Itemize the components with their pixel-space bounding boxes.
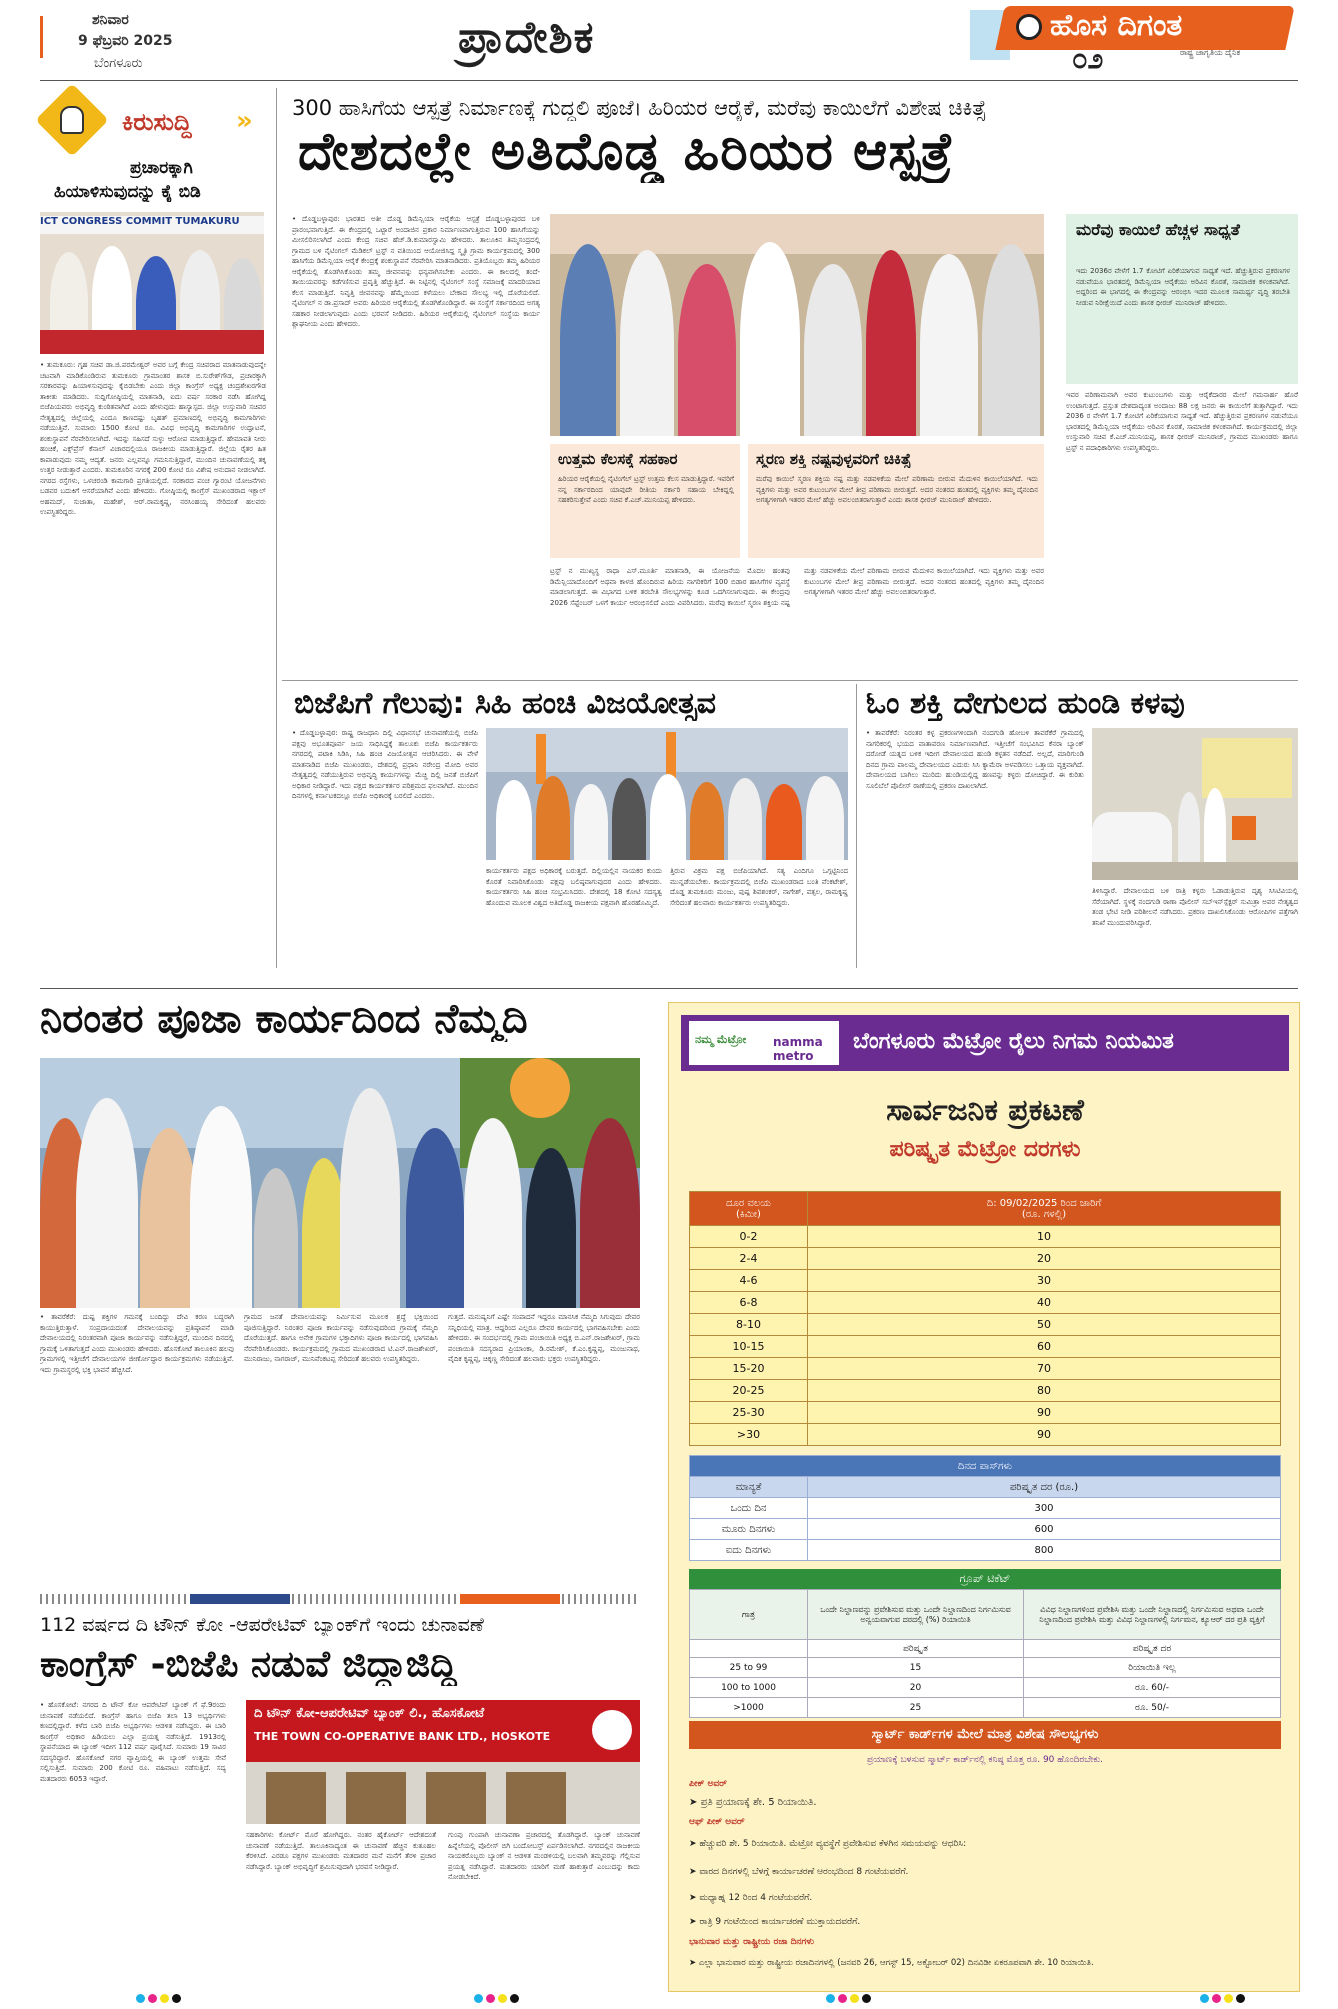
bank-headline: ಕಾಂಗ್ರೆಸ್ -ಬಿಜೆಪಿ ನಡುವೆ ಜಿದ್ದಾಜಿದ್ದಿ	[40, 1644, 457, 1685]
pooja-body-2: ಗ್ರಾಮದ ಜನತೆ ದೇವಾಲಯವನ್ನು ನಿರ್ಮಿಸುವ ಮೂಲಕ ಶ್ರದ್ಧೆ ಭಕ್ತಿಯಿಂದ ಪೂಜಿಸುತ್ತಿದ್ದಾರೆ. ನಿರಂತರ ಪೂಜಾ ಕಾರ್ಯವನ್ನು ನಡೆಸುವುದರಿಂದ ಗ್ರಾಮಕ್ಕೆ ನೆಮ್ಮದಿ ದೊರೆಯುತ್ತದೆ. ಹಾಗೂ ಅನೇಕ ಗ್ರಾಮಗಳ ಭಕ್ತಾದಿಗಳು ಪೂಜಾ ಕಾರ್ಯದಲ್ಲಿ ಭಾಗವಹಿಸಿ ನೆರವೇರಿಸಿಕೊಂಡರು. ಕಾರ್ಯಕ್ರಮದಲ್ಲಿ ಗ್ರಾಮದ ಮುಖಂಡರಾದ ಟಿ.ಎನ್.ರಾಜಶೇಖರ್, ಮುನಿರಾಜು, ನಾಗರಾಜ್, ಮುನಿವೆಂಕಟಪ್ಪ ಸೇರಿದಂತೆ ಹಲವರು ಉಪಸ್ಥಿತರಿದ್ದರು.	[244, 1313, 438, 1363]
fare-distance: 10-15	[690, 1336, 808, 1358]
pass-fare: 300	[808, 1498, 1281, 1519]
group-rate: ರೂ. 60/-	[1024, 1678, 1281, 1698]
column-divider	[276, 88, 277, 968]
bjp-body-1: • ದೊಡ್ಡಬಳ್ಳಾಪುರ: ರಾಷ್ಟ್ರ ರಾಜಧಾನಿ ದಿಲ್ಲಿ ವಿಧಾನಸಭೆ ಚುನಾವಣೆಯಲ್ಲಿ ಬಿಜೆಪಿ ಪಕ್ಷವು ಅಭೂತಪೂರ್ವ ಜಯ ಸಾಧಿಸಿದ್ದಕ್ಕೆ ತಾಲೂಕು ಬಿಜೆಪಿ ಕಾರ್ಯಕರ್ತರು ನಗರದಲ್ಲಿ ಪಟಾಕಿ ಸಿಡಿಸಿ, ಸಿಹಿ ಹಂಚಿ ವಿಜಯೋತ್ಸವ ಆಚರಿಸಿದರು. ಈ ವೇಳೆ ಮಾತನಾಡಿದ ಬಿಜೆಪಿ ಮುಖಂಡರು, ದೇಶದಲ್ಲಿ ಪ್ರಧಾನಿ ನರೇಂದ್ರ ಮೋದಿ ಅವರ ನೇತೃತ್ವದಲ್ಲಿ ನಡೆಯುತ್ತಿರುವ ಅಭಿವೃದ್ಧಿ ಕಾರ್ಯಗಳನ್ನು ಮೆಚ್ಚಿ ದಿಲ್ಲಿ ಜನತೆ ಬಿಜೆಪಿಗೆ ಅಧಿಕಾರ ನೀಡಿದ್ದಾರೆ. ಇದು ಪಕ್ಷದ ಕಾರ್ಯಕರ್ತರ ಪರಿಶ್ರಮದ ಫಲವಾಗಿದೆ. ಮುಂದಿನ ದಿನಗಳಲ್ಲಿ ಕರ್ನಾಟಕದಲ್ಲೂ ಬಿಜೆಪಿ ಅಧಿಕಾರಕ್ಕೆ ಬರಲಿದೆ ಎಂದರು.	[292, 729, 478, 800]
fare-col2-a: ದಿ: 09/02/2025 ರಿಂದ ಜಾರಿಗೆ	[986, 1197, 1102, 1209]
fare-distance: 2-4	[690, 1248, 808, 1270]
chevron-right-icon: ➤	[689, 1893, 700, 1903]
fare-distance: 25-30	[690, 1402, 808, 1424]
pooja-body-3: ಗುತ್ತದೆ. ಮನುಷ್ಯನಿಗೆ ಎಷ್ಟೇ ಸಂಪಾದನೆ ಇದ್ದರೂ ಮಾನಸಿಕ ನೆಮ್ಮದಿ ಸಿಗುವುದು ದೇವರ ಸನ್ನಿಧಿಯಲ್ಲಿ ಮಾತ್ರ. ಆದ್ದರಿಂದ ಎಲ್ಲರೂ ದೇವರ ಕಾರ್ಯದಲ್ಲಿ ಭಾಗವಹಿಸಬೇಕು ಎಂದು ಹೇಳಿದರು. ಈ ಸಂದರ್ಭದಲ್ಲಿ ಗ್ರಾಮ ಪಂಚಾಯಿತಿ ಅಧ್ಯಕ್ಷ ಬಿ.ಎನ್.ರಾಜಶೇಖರ್, ಗ್ರಾಮ ಪಂಚಾಯಿತಿ ಸದಸ್ಯರಾದ ಪ್ರಿಯಾಂಕಾ, ಡಿ.ರಮೇಶ್, ಕೆ.ಎಂ.ಕೃಷ್ಣಪ್ಪ, ಮಂಜುನಾಥ, ವೈದಿಕ ಕೃಷ್ಣಪ್ಪ, ಚಿಕ್ಕಣ್ಣ ಸೇರಿದಂತೆ ಹಲವಾರು ಭಕ್ತರು ಉಪಸ್ಥಿತರಿದ್ದರು.	[448, 1313, 640, 1363]
pass-row	[690, 1498, 1281, 1519]
edition-city: ಬೆಂಗಳೂರು	[94, 56, 143, 71]
fare-distance: 15-20	[690, 1358, 808, 1380]
group-col2: ಒಂದೇ ನಿಲ್ದಾಣವನ್ನು ಪ್ರವೇಶಿಸುವ ಮತ್ತು ಒಂದೇ ನಿಲ್ದಾಣದಿಂದ ನಿರ್ಗಮಿಸುವ ಅನ್ವಯವಾಗುವ ದರದಲ್ಲಿ (%) ರಿಯಾಯಿತಿ	[808, 1590, 1024, 1640]
fare-amount: 20	[808, 1248, 1281, 1270]
group-discount: 15	[808, 1658, 1024, 1678]
bank-sign-kn: ದಿ ಟೌನ್ ಕೋ-ಆಪರೇಟಿವ್ ಬ್ಯಾಂಕ್ ಲಿ., ಹೊಸಕೋಟೆ	[254, 1706, 485, 1721]
hundi-body-2: ತಿಳಿಸಿದ್ದಾರೆ. ದೇವಾಲಯದ ಬಳಿ ರಾತ್ರಿ ಕಳ್ಳರು ಓಡಾಡುತ್ತಿರುವ ದೃಶ್ಯ ಸಿಸಿಟಿವಿಯಲ್ಲಿ ಸೆರೆಯಾಗಿದೆ. ಸ್ಥಳಕ್ಕೆ ನಂದಗುಡಿ ಠಾಣಾ ಪೊಲೀಸ್ ಸಬ್‌ಇನ್‌ಸ್ಪೆಕ್ಟರ್ ಸುಮಿತ್ರಾ ಅವರ ನೇತೃತ್ವದ ತಂಡ ಭೇಟಿ ನೀಡಿ ಪರಿಶೀಲನೆ ನಡೆಸಿದರು. ಪ್ರಕರಣ ದಾಖಲಿಸಿಕೊಂಡು ಆರೋಪಿಗಳ ಪತ್ತೆಗಾಗಿ ತನಿಖೆ ಮುಂದುವರಿಸಿದ್ದಾರೆ.	[1092, 887, 1298, 927]
kirusuddi-headline-1: ಪ್ರಚಾರಕ್ಕಾಗಿ	[130, 158, 193, 178]
group-size: 100 to 1000	[690, 1678, 808, 1698]
group-discount: 20	[808, 1678, 1024, 1698]
fare-col1-b: (ಕಿಮೀ)	[736, 1208, 761, 1220]
peak-item-text: ಪ್ರತಿ ಪ್ರಯಾಣಕ್ಕೆ ಶೇ. 5 ರಿಯಾಯಿತಿ.	[700, 1797, 817, 1808]
bank-logo-icon	[592, 1710, 632, 1750]
group-col3: ವಿವಿಧ ನಿಲ್ದಾಣಗಳಿಂದ ಪ್ರವೇಶಿಸಿ ಮತ್ತು ಒಂದೇ ನಿಲ್ದಾಣದಲ್ಲಿ ನಿರ್ಗಮಿಸುವ ಅಥವಾ ಒಂದೇ ನಿಲ್ದಾಣದಿಂದ ಪ್ರವೇಶಿಸಿ ಮತ್ತು ವಿವಿಧ ನಿಲ್ದಾಣಗಳಲ್ಲಿ ನಿರ್ಗಮನ, ಕ್ಯೂಆರ್ ದರ ಪ್ರತಿ ವ್ಯಕ್ತಿಗೆ	[1024, 1590, 1281, 1640]
pass-heading: ದಿನದ ಪಾಸ್‌ಗಳು	[690, 1456, 1281, 1477]
pooja-headline: ನಿರಂತರ ಪೂಜಾ ಕಾರ್ಯದಿಂದ ನೆಮ್ಮದಿ	[40, 996, 528, 1042]
metro-logo-en: namma metro	[773, 1035, 823, 1063]
holiday-item	[689, 1957, 1285, 1970]
edition-date: 9 ಫೆಬ್ರವರಿ 2025	[78, 33, 173, 49]
fare-amount: 90	[808, 1402, 1281, 1424]
dementia-box-body: ಇದು 2036ರ ವೇಳೆಗೆ 1.7 ಕೋಟಿಗೆ ಏರಿಕೆಯಾಗುವ ಸಾಧ್ಯತೆ ಇದೆ. ಹೆಚ್ಚುತ್ತಿರುವ ಪ್ರಕರಣಗಳ ನಡುವೆಯೂ ಭಾರತದಲ್ಲಿ ಡಿಮೆನ್ಷಿಯಾ ಆರೈಕೆಯು ಅರಿವಿನ ಕೊರತೆ, ಸಾಮಾಜಿಕ ಕಳಂಕವಾಗಿದೆ. ಅದ್ದರಿಂದ ಈ ಭಾಗದಲ್ಲಿ ಈ ಕೇಂದ್ರವನ್ನು ಆರಂಭಿಸಿ ಇದರ ಮೂಲಕ ಸಾಮರ್ಥ್ಯ ವೃದ್ಧಿ ತರಬೇತಿ ನೀಡುವ ನಿರೀಕ್ಷೆಯಿದೆ ಎಂದು ಶಾಸಕ ಧೀರಜ್ ಮುನಿರಾಜ್ ಹೇಳಿದರು.	[1076, 267, 1290, 307]
lead-photo	[550, 214, 1044, 436]
offpeak-item-1	[689, 1839, 966, 1849]
chevron-right-icon: ➤	[689, 1958, 699, 1968]
bank-photo	[246, 1700, 640, 1824]
fare-row	[690, 1380, 1281, 1402]
kirusuddi-photo	[40, 212, 264, 354]
chevron-right-icon: ➤	[689, 1839, 700, 1849]
sidebar-1-body: ಹಿರಿಯರ ಆರೈಕೆಯಲ್ಲಿ ನೈಟಿಂಗೆಲ್ ಟ್ರಸ್ಟ್ ಉತ್ತಮ ಕೆಲಸ ಮಾಡುತ್ತಿದ್ದಾರೆ. ಇವರಿಗೆ ನನ್ನ ಸರ್ಕಾರದಿಂದ ಯಾವುದೇ ರೀತಿಯ ಸರ್ಕಾರಿ ಸಹಾಯ ಬೇಕಿದ್ದಲ್ಲಿ ಸಹಕರಿಸುತ್ತೇವೆ ಎಂದು ಸಚಿವ ಕೆ.ಎಚ್.ಮುನಿಯಪ್ಪ ಹೇಳಿದರು.	[558, 475, 734, 504]
fare-amount: 40	[808, 1292, 1281, 1314]
group-col1: ಗಾತ್ರ	[690, 1590, 808, 1640]
paper-name: ಹೊಸ ದಿಗಂತ	[1050, 8, 1183, 43]
fare-row	[690, 1270, 1281, 1292]
pass-validity: ಮೂರು ದಿನಗಳು	[690, 1519, 808, 1540]
bjp-headline: ಬಿಜೆಪಿಗೆ ಗೆಲುವು: ಸಿಹಿ ಹಂಚಿ ವಿಜಯೋತ್ಸವ	[294, 686, 717, 721]
bjp-body-2: ಕಾರ್ಯಕರ್ತರು ಪಕ್ಷದ ಅಧಿಕಾರಕ್ಕೆ ಬರುತ್ತದೆ. ದಿಲ್ಲಿಯಲ್ಲಿನ ನಾಯಕರ ಕುಂದು ಕೊರತೆ ನಿವಾರಿಸಿಕೊಂಡು ಪಕ್ಷವು ಬಲಿಷ್ಠವಾಗುವುದರ ಎಂದು ಹೇಳಿದರು. ಕಾರ್ಯಕರ್ತರು ಸಿಹಿ ಹಂಚಿ ಸಂಭ್ರಮಿಸಿದರು. ದೇಶದಲ್ಲಿ 18 ಕೋಟಿ ಸದಸ್ಯತ್ವ ಹೊಂದುವ ಮೂಲಕ ವಿಶ್ವದ ಅತಿದೊಡ್ಡ ರಾಜಕೀಯ ಪಕ್ಷವಾಗಿ ಹೊರಹೊಮ್ಮಿದೆ.	[486, 867, 662, 907]
group-heading: ಗ್ರೂಪ್ ಟಿಕೆಟ್	[689, 1569, 1281, 1589]
pooja-body-1: • ತಾವರೆಕೆರೆ: ದುಷ್ಟ ಶಕ್ತಿಗಳ ಗಮನಕ್ಕೆ ಬಂದಿದ್ದು ದೇವಿ ಕರಣ ಬದ್ಧರಾಗಿ ಕಾಯುತ್ತಿರುತ್ತಾಳೆ. ಸಂಪ್ರದಾಯದಂತೆ ದೇವಾಲಯವನ್ನು ಪ್ರತಿಷ್ಠಾಪನೆ ಮಾಡಿ ದೇವಾಲಯದಲ್ಲಿ ನಿರಂತರವಾಗಿ ಪೂಜಾ ಕಾರ್ಯವನ್ನು ನಡೆಸುತ್ತಿದ್ದರೆ, ಮುಂದಿನ ದಿನದಲ್ಲಿ ಗ್ರಾಮಕ್ಕೆ ಒಳಿತಾಗುತ್ತದೆ ಎಂದು ಮುಖಂಡರು ಹೇಳಿದರು. ಹೊಸಕೋಟೆ ತಾಲೂಕಿನ ಹಲವು ಗ್ರಾಮಗಳಲ್ಲಿ ಇತ್ತೀಚೆಗೆ ದೇವಾಲಯಗಳ ಜೀರ್ಣೋದ್ಧಾರ ಕಾರ್ಯಕ್ರಮಗಳು ನಡೆಯುತ್ತಿವೆ. ಇದು ಗ್ರಾಮಸ್ಥರಲ್ಲಿ ಭಕ್ತಿ ಭಾವನೆ ಹೆಚ್ಚಿಸಿದೆ.	[40, 1313, 234, 1374]
fare-distance: >30	[690, 1424, 808, 1446]
pass-validity: ಒಂದು ದಿನ	[690, 1498, 808, 1519]
bank-body-2: ಸಹಕಾರಿಗಳು ಕೋರ್ಟ್ ಮೊರೆ ಹೋಗಿದ್ದರು. ನಂತರ ಹೈಕೋರ್ಟ್ ಆದೇಶದಂತೆ ಚುನಾವಣೆ ನಡೆಯುತ್ತಿದೆ. ತಾಲೂಕಿನಾದ್ಯಂತ ಈ ಚುನಾವಣೆ ಹೆಚ್ಚಿನ ಕುತೂಹಲ ಕೆರಳಿಸಿದೆ. ಎರಡೂ ಪಕ್ಷಗಳ ಮುಖಂಡರು ಮತದಾರರ ಮನೆ ಮನೆಗೆ ತೆರಳಿ ಪ್ರಚಾರ ನಡೆಸಿದ್ದಾರೆ. ಬ್ಯಾಂಕ್ ಅಭಿವೃದ್ಧಿಗೆ ಶ್ರಮಿಸುವುದಾಗಿ ಭರವಸೆ ನೀಡಿದ್ದಾರೆ.	[246, 1831, 436, 1871]
fare-row	[690, 1358, 1281, 1380]
paper-emblem-icon	[1016, 14, 1042, 40]
bank-body-3: ಗುಂಪು ಗುಂಪಾಗಿ ಚುನಾವಣಾ ಪ್ರಚಾರದಲ್ಲಿ ತೊಡಗಿದ್ದಾರೆ. ಬ್ಯಾಂಕ್ ಚುನಾವಣೆ ಹಿನ್ನೆಲೆಯಲ್ಲಿ ಪೊಲೀಸ್ ಬಿಗಿ ಬಂದೋಬಸ್ತ್ ಏರ್ಪಡಿಸಲಾಗಿದೆ. ನಗರದಲ್ಲಿನ ರಾಜಕೀಯ ನಾಯಕರೊಬ್ಬರು ಬ್ಯಾಂಕ್ ನ ಆಡಳಿತ ಮಂಡಳಿಯಲ್ಲಿ ಬಲವಾಗಿ ತಮ್ಮವರನ್ನು ಗೆಲ್ಲಿಸುವ ಪ್ರಯತ್ನ ನಡೆಸಿದ್ದಾರೆ. ಮತದಾರರು ಯಾರಿಗೆ ಮಣೆ ಹಾಕುತ್ತಾರೆ ಎಂಬುದನ್ನು ಕಾದು ನೋಡಬೇಕಿದೆ.	[448, 1831, 640, 1881]
metro-notice-title: ಸಾರ್ವಜನಿಕ ಪ್ರಕಟಣೆ	[886, 1093, 1084, 1128]
masthead	[0, 0, 1338, 82]
divider-strip	[40, 1594, 640, 1604]
smart-heading: ಸ್ಮಾರ್ಟ್ ಕಾರ್ಡ್‌ಗಳ ಮೇಲೆ ಮಾತ್ರ ವಿಶೇಷ ಸೌಲಭ್ಯಗಳು	[689, 1721, 1281, 1749]
peak-title: ಪೀಕ್ ಅವರ್	[689, 1779, 727, 1789]
pass-col2: ಪರಿಷ್ಕೃತ ದರ (ರೂ.)	[808, 1477, 1281, 1498]
fare-row	[690, 1314, 1281, 1336]
lead-body-1: • ದೊಡ್ಡಬಳ್ಳಾಪುರ: ಭಾರತದ ಅತೀ ದೊಡ್ಡ ಡಿಮೆನ್ಷಿಯಾ ಆರೈಕೆಯ ಆಸ್ಪತ್ರೆ ದೊಡ್ಡಬಳ್ಳಾಪುರದ ಬಳಿ ಪ್ರಾರಂಭವಾಗುತ್ತಿದೆ. ಈ ಕೇಂದ್ರದಲ್ಲಿ ಒಟ್ಟಾರೆ ಅಂದಾಜಿನ ಪ್ರಕಾರ ನಿರ್ಮಾಣವಾಗುತ್ತಿರುವ 100 ಹಾಸಿಗೆಯನ್ನು ಮೀಸಲಿರಿಸಲಾಗಿದೆ ಎಂದು ಕೇಂದ್ರ ಸಚಿವ ಹೆಚ್.ಡಿ.ಕುಮಾರಸ್ವಾಮಿ ಹೇಳಿದರು. ತಾಲೂಕಿನ ತಿಮ್ಮಸಂದ್ರದಲ್ಲಿ ಗ್ರಾಮದ ಬಳಿ ನೈಟಿಂಗಲ್ ಮೆಡಿಕಲ್ ಟ್ರಸ್ಟ್ ನ ವತಿಯಿಂದ ಆಯೋಜಿಸಿದ್ದ ಸ್ಮೃತಿ ಗ್ರಾಮ ಕಾರ್ಯಕ್ರಮದಲ್ಲಿ 300 ಹಾಸಿಗೆಯ ಡಿಮೆನ್ಷಿಯಾ ಆರೈಕೆ ಕೇಂದ್ರಕ್ಕೆ ಶಂಕುಸ್ಥಾಪನೆ ನೆರವೇರಿಸಿ ಮಾತನಾಡಿದರು. ಪ್ರತಿಯೊಬ್ಬರು ತಮ್ಮ ಹಿರಿಯರ ಆರೈಕೆಯಲ್ಲಿ ತೊಡಗಿಸಿಕೊಂಡು ತಮ್ಮ ಜೀವನವನ್ನು ಧನ್ಯವಾಗಿಸಬೇಕು ಎಂದರು. ಈ ಕಾಲದಲ್ಲಿ ತಂದೆ-ತಾಯಿಯವರನ್ನು ಕಡೆಗಣಿಸುವ ಪ್ರವೃತ್ತಿ ಹೆಚ್ಚುತ್ತಿದೆ. ಈ ನಿಟ್ಟಿನಲ್ಲಿ ನೈಟಿಂಗಲ್ ಸಂಸ್ಥೆ ಸಮಾಜಕ್ಕೆ ಮಾದರಿಯಾದ ಕೆಲಸ ಮಾಡುತ್ತಿದೆ. ನಿವೃತ್ತಿ ಜೀವನವನ್ನು ಹೆಮ್ಮೆಯಿಂದ ಕಳೆಯಲು ಬೇಕಾದ ಸೌಲಭ್ಯ ಇಲ್ಲಿ ದೊರೆಯಲಿದೆ. ನೈಟಿಂಗಲ್ ನ ಡಾ.ಪ್ರಸಾದ್ ಅವರು ಹಿರಿಯರ ಆರೈಕೆಯಲ್ಲಿ ತೊಡಗಿಕೊಂಡಿದ್ದಾರೆ. ಈ ಸಂಸ್ಥೆಗೆ ಸರ್ಕಾರದಿಂದ ಅಗತ್ಯ ಸಹಕಾರ ನೀಡಲಾಗುವುದು ಎಂದು ಭರವಸೆ ನೀಡಿದರು. ಹಿರಿಯರ ಆರೈಕೆಯಲ್ಲಿ ನೈಟಿಂಗಲ್ ಸಂಸ್ಥೆಯ ಕಾರ್ಯ ಶ್ಲಾಘನೀಯ ಎಂದು ಹೇಳಿದರು.	[292, 215, 540, 328]
lead-body-2: ಟ್ರಸ್ಟ್ ನ ಮುಖ್ಯಸ್ಥ ರಾಧಾ ಎಸ್.ಮೂರ್ತಿ ಮಾತನಾಡಿ, ಈ ಯೋಜನೆಯ ಮೊದಲ ಹಂತವು ಡಿಮೆನ್ಷಿಯಾದೊಂದಿಗೆ ಅಥವಾ ಕಾಳಜಿ ಹೊಂದಿರುವ ಹಿರಿಯ ನಾಗರಿಕರಿಗೆ 100 ಬಿಡಾರ ಹಾಸಿಗೆಗಳ ವ್ಯವಸ್ಥೆ ಮಾಡಲಾಗುತ್ತದೆ. ಈ ವಿಭಾಗದ ಬಳಿಕ ತರಬೇತಿ ಸೌಲಭ್ಯಗಳನ್ನು ಕೂಡ ಒದಗಿಸಲಾಗುವುದು. ಈ ಕೇಂದ್ರವು 2026 ಸೆಪ್ಟೆಂಬರ್ ಒಳಗೆ ಕಾರ್ಯ ಆರಂಭಿಸಲಿದೆ ಎಂದು ವಿವರಿಸಿದರು. ಮರೆವು ಕಾಯಿಲೆ ಸ್ಮರಣ ಶಕ್ತಿಯ ನಷ್ಟ ಮತ್ತು ನಡವಳಿಕೆಯ ಮೇಲೆ ಪರಿಣಾಮ ಬೀರುವ ಮೆದುಳಿನ ಕಾಯಿಲೆಯಾಗಿದೆ. ಇದು ವ್ಯಕ್ತಿಗಳು ಮತ್ತು ಅವರ ಕುಟುಂಬಗಳ ಮೇಲೆ ತೀವ್ರ ಪರಿಣಾಮ ಬೀರುತ್ತದೆ. ಅದರ ನಂತರದ ಹಂತದಲ್ಲಿ ವ್ಯಕ್ತಿಗಳು ತಮ್ಮ ದೈನಂದಿನ ಅಗತ್ಯಗಳಿಗಾಗಿ ಇತರರ ಮೇಲೆ ಹೆಚ್ಚು ಅವಲಂಬಿತರಾಗುತ್ತಾರೆ.	[550, 567, 1044, 607]
fare-row	[690, 1424, 1281, 1446]
fare-row	[690, 1336, 1281, 1358]
fare-distance: 8-10	[690, 1314, 808, 1336]
group-rate: ರೂ. 50/-	[1024, 1698, 1281, 1718]
lead-bottom-rule	[282, 680, 1298, 681]
fare-col2-b: (ರೂ. ಗಳಲ್ಲಿ)	[1021, 1208, 1067, 1220]
masthead-bottom-rule	[40, 80, 1298, 81]
kirusuddi-body: • ತುಮಕೂರು: ಗೃಹ ಸಚಿವ ಡಾ.ಜಿ.ಪರಮೇಶ್ವರ್ ಅವರ ಬಗ್ಗೆ ಕೇಂದ್ರ ಸಚಿವರಾದ ಮಾತನಾಡುವುದನ್ನೇ ಚಟವಾಗಿ ಮಾಡಿಕೊಂಡಿರುವ ತುಮಕೂರು ಗ್ರಾಮಾಂತರ ಶಾಸಕ ಬಿ.ಸುರೇಶ್‌ಗೌಡ, ಪ್ರಚಾರಕ್ಕಾಗಿ ಸರಕಾರವನ್ನು ಹಿಯಾಳಿಸುವುದನ್ನು ಕೈಬಿಡಬೇಕು ಎಂದು ಜಿಲ್ಲಾ ಕಾಂಗ್ರೆಸ್ ಅಧ್ಯಕ್ಷ ಚಂದ್ರಶೇಖರಗೌಡ ತಾಕೀತು ಮಾಡಿದರು. ಸುದ್ದಿಗೋಷ್ಠಿಯಲ್ಲಿ ಮಾತನಾಡಿ, ಐದು ವರ್ಷ ಸರಕಾರ ನಡೆಸಿ ಹೋಗಿದ್ದ ಬಿಜೆಪಿಯವರು ಅಭಿವೃದ್ಧಿ ಕುಂಠಿತವಾಗಿದೆ ಎಂದು ಹೇಳುವುದು ಹಾಸ್ಯಾಸ್ಪದ. ಜಿಲ್ಲಾ ಉಸ್ತುವಾರಿ ಸಚಿವರ ನೇತೃತ್ವದಲ್ಲಿ ಜಿಲ್ಲೆಯಲ್ಲಿ ಎಂದೂ ಕಾಣದಷ್ಟು ಬೃಹತ್ ಪ್ರಮಾಣದಲ್ಲಿ ಅಭಿವೃದ್ಧಿ ಕಾಮಗಾರಿಗಳು ನಡೆಯುತ್ತಿವೆ. ಸುಮಾರು 1500 ಕೋಟಿ ರೂ. ವಿವಿಧ ಅಭಿವೃದ್ಧಿ ಕಾಮಗಾರಿಗಳ ಉದ್ಘಾಟನೆ, ಶಂಕುಸ್ಥಾಪನೆ ನೆರವೇರಿಸಲಾಗಿದೆ. ಇದನ್ನು ಸಹಿಸದೆ ಸುಳ್ಳು ಆರೋಪ ಮಾಡುತ್ತಿದ್ದಾರೆ. ಹೇಮಾವತಿ ನೀರು ಹಂಚಿಕೆ, ಎಕ್ಸ್‌ಪ್ರೆಸ್ ಕೆನಾಲ್ ವಿಚಾರದಲ್ಲಿಯೂ ರಾಜಕೀಯ ಮಾಡುತ್ತಿದ್ದಾರೆ. ಜಿಲ್ಲೆಯ ರೈತರ ಹಿತ ಕಾಪಾಡುವುದು ನಮ್ಮ ಆದ್ಯತೆ. ಜನರು ಎಲ್ಲವನ್ನೂ ಗಮನಿಸುತ್ತಿದ್ದಾರೆ, ಮುಂದಿನ ಚುನಾವಣೆಯಲ್ಲಿ ತಕ್ಕ ಉತ್ತರ ನೀಡುತ್ತಾರೆ ಎಂದರು. ತುಮಕೂರಿನ ನಗರಕ್ಕೆ 200 ಕೋಟಿ ರೂ ವಿಶೇಷ ಅನುದಾನ ನೀಡಲಾಗಿದೆ. ನಗರದ ರಸ್ತೆಗಳು, ಒಳಚರಂಡಿ ಕಾಮಗಾರಿ ಪ್ರಗತಿಯಲ್ಲಿದೆ. ಸರಕಾರದ ಪಂಚ ಗ್ಯಾರಂಟಿ ಯೋಜನೆಗಳು ಬಡವರ ಬದುಕಿಗೆ ಆಸರೆಯಾಗಿವೆ ಎಂದು ಹೇಳಿದರು. ಗೋಷ್ಠಿಯಲ್ಲಿ ಕಾಂಗ್ರೆಸ್ ಮುಖಂಡರಾದ ಇಕ್ಬಾಲ್ ಅಹಮದ್, ಸುಜಾತಾ, ಮಹೇಶ್, ಆರ್.ರಾಮಕೃಷ್ಣ, ನರಸಿಂಹಯ್ಯ ಸೇರಿದಂತೆ ಹಲವರು ಉಪಸ್ಥಿತರಿದ್ದರು.	[40, 361, 266, 516]
chevron-right-icon: ➤	[689, 1867, 700, 1877]
bjp-photo	[486, 728, 848, 860]
fare-row	[690, 1292, 1281, 1314]
fare-table	[689, 1191, 1281, 1446]
group-discount: 25	[808, 1698, 1024, 1718]
fare-amount: 10	[808, 1226, 1281, 1248]
pass-table	[689, 1455, 1281, 1561]
metro-logo-kn: ನಮ್ಮ ಮೆಟ್ರೋ	[695, 1033, 747, 1046]
dementia-box	[1066, 214, 1298, 384]
metro-notice	[668, 1002, 1300, 1992]
sidebar-2	[748, 444, 1044, 558]
section-rule	[40, 988, 1298, 989]
offpeak-item-1-text: ಹೆಚ್ಚುವರಿ ಶೇ. 5 ರಿಯಾಯಿತಿ. ಮೆಟ್ರೋ ವ್ಯವಸ್ಥೆಗೆ ಪ್ರವೇಶಿಸುವ ಕೆಳಗಿನ ಸಮಯವನ್ನು ಆಧರಿಸಿ:	[699, 1839, 967, 1849]
edition-day: ಶನಿವಾರ	[92, 12, 129, 28]
kirusuddi-label: ಕಿರುಸುದ್ದಿ	[122, 108, 192, 136]
metro-org: ಬೆಂಗಳೂರು ಮೆಟ್ರೋ ರೈಲು ನಿಗಮ ನಿಯಮಿತ	[853, 1029, 1174, 1054]
offpeak-item-2-text: ವಾರದ ದಿನಗಳಲ್ಲಿ ಬೆಳಗ್ಗೆ ಕಾರ್ಯಾಚರಣೆ ಆರಂಭದಿಂದ 8 ಗಂಟೆಯವರೆಗೆ.	[699, 1867, 909, 1877]
offpeak-title: ಆಫ್ ಪೀಕ್ ಅವರ್	[689, 1817, 745, 1827]
fare-row	[690, 1226, 1281, 1248]
smart-note: ಪ್ರಯಾಣಕ್ಕೆ ಬಳಸುವ ಸ್ಮಾರ್ಟ್ ಕಾರ್ಡ್‌ನಲ್ಲಿ ಕನಿಷ್ಠ ಮೊತ್ತ ರೂ. 90 ಹೊಂದಿರಬೇಕು.	[866, 1755, 1104, 1765]
kirusuddi-headline-2: ಹಿಯಾಳಿಸುವುದನ್ನು ಕೈ ಬಿಡಿ	[54, 182, 201, 202]
offpeak-item-4-text: ರಾತ್ರಿ 9 ಗಂಟೆಯಿಂದ ಕಾರ್ಯಾಚರಣೆ ಮುಕ್ತಾಯದವರೆಗೆ.	[699, 1917, 861, 1927]
fare-amount: 30	[808, 1270, 1281, 1292]
fare-amount: 50	[808, 1314, 1281, 1336]
fare-amount: 70	[808, 1358, 1281, 1380]
bank-sign-en: THE TOWN CO-OPERATIVE BANK LTD., HOSKOTE	[254, 1730, 551, 1743]
page-number: ೦೨	[1072, 42, 1104, 75]
sidebar-1-title: ಉತ್ತಮ ಕೆಲಸಕ್ಕೆ ಸಹಕಾರ	[558, 450, 678, 468]
section-title: ಪ್ರಾದೇಶಿಕ	[458, 12, 595, 63]
holiday-title: ಭಾನುವಾರ ಮತ್ತು ರಾಷ್ಟ್ರೀಯ ರಜಾ ದಿನಗಳು	[689, 1937, 815, 1947]
fare-col1-a: ದೂರ ವಲಯ	[726, 1197, 771, 1209]
bjp-body-3: ತ್ತಿರುವ ವಿಕ್ರಮ ಪಕ್ಷ ಬಿಜೆಪಿಯಾಗಿದೆ. ಸತ್ಯ ಎಂದಿಗೂ ಒಗ್ಗಟ್ಟಿನಿಂದ ಮುನ್ನಡೆಯಬೇಕು. ಕಾರ್ಯಕ್ರಮದಲ್ಲಿ ಬಿಜೆಪಿ ಮುಖಂಡರಾದ ಬಂತಿ ವೆಂಕಟೇಶ್, ದೊಡ್ಡ ತುಮಕೂರು ಮಂಜು, ಪುಷ್ಪ ಶಿವಶಂಕರ್, ನಾಗೇಶ್, ವತ್ಸಲ, ರಾಮಕೃಷ್ಣ ಸೇರಿದಂತೆ ಹಲವಾರು ಕಾರ್ಯಕರ್ತರು ಉಪಸ್ಥಿತರಿದ್ದರು.	[670, 867, 848, 907]
group-size: >1000	[690, 1698, 808, 1718]
fare-amount: 80	[808, 1380, 1281, 1402]
kirusuddi-arrows-icon: »	[236, 106, 253, 136]
pass-col1: ಮಾನ್ಯತೆ	[690, 1477, 808, 1498]
dementia-box-title: ಮರೆವು ಕಾಯಿಲೆ ಹೆಚ್ಚಳ ಸಾಧ್ಯತೆ	[1076, 220, 1240, 239]
bank-body-1: • ಹೊಸಕೋಟೆ: ನಗರದ ದಿ ಟೌನ್ ಕೋ ಆಪರೇಟಿವ್ ಬ್ಯಾಂಕ್ ಗೆ ಫೆ.9ರಂದು ಚುನಾವಣೆ ನಡೆಯಲಿದೆ. ಕಾಂಗ್ರೆಸ್ ಹಾಗೂ ಬಿಜೆಪಿ ತಲಾ 13 ಅಭ್ಯರ್ಥಿಗಳು ಕಣದಲ್ಲಿದ್ದಾರೆ. ಕಳೆದ ಬಾರಿ ಬಿಜೆಪಿ ಅಭ್ಯರ್ಥಿಗಳು ಆಡಳಿತ ನಡೆಸಿದ್ದರು. ಈ ಬಾರಿ ಕಾಂಗ್ರೆಸ್ ಅಧಿಕಾರ ಹಿಡಿಯಲು ಎಲ್ಲಾ ಪ್ರಯತ್ನ ನಡೆಸುತ್ತಿದೆ. 1913ರಲ್ಲಿ ಸ್ಥಾಪನೆಯಾದ ಈ ಬ್ಯಾಂಕ್ ಇದೀಗ 112 ವರ್ಷ ಪೂರೈಸಿದೆ. ಸುಮಾರು 19 ಸಾವಿರ ಸದಸ್ಯರಿದ್ದಾರೆ. ಹೊಸಕೋಟೆ ನಗರ ವ್ಯಾಪ್ತಿಯಲ್ಲಿ ಈ ಬ್ಯಾಂಕ್ ಉತ್ತಮ ಸೇವೆ ಸಲ್ಲಿಸುತ್ತಿದೆ. ಸುಮಾರು 200 ಕೋಟಿ ರೂ. ವಹಿವಾಟು ನಡೆಸುತ್ತಿದೆ. ಸದ್ಯ ಮತದಾರರು 6053 ಇದ್ದಾರೆ.	[40, 1701, 226, 1783]
pass-row	[690, 1519, 1281, 1540]
group-sub2: ಪರಿಷ್ಕೃತ ದರ	[1024, 1640, 1281, 1658]
chevron-right-icon: ➤	[689, 1797, 701, 1808]
metro-logo	[689, 1021, 839, 1065]
sidebar-1	[550, 444, 740, 558]
sidebar-2-title: ಸ್ಮರಣ ಶಕ್ತಿ ನಷ್ಟವುಳ್ಳವರಿಗೆ ಚಿಕಿತ್ಸೆ	[756, 450, 912, 468]
fare-row	[690, 1248, 1281, 1270]
lead-body-3: ಇವರ ಪರಿಣಾಮವಾಗಿ ಅವರ ಕುಟುಂಬಗಳು ಮತ್ತು ಆರೈಕೆದಾರರ ಮೇಲೆ ಗಮನಾರ್ಹ ಹೊರೆ ಉಂಟಾಗುತ್ತದೆ. ಪ್ರಸ್ತುತ ದೇಶದಾದ್ಯಂತ ಅಂದಾಜು 88 ಲಕ್ಷ ಜನರು ಈ ಕಾಯಿಲೆಗೆ ತುತ್ತಾಗಿದ್ದಾರೆ. ಇದು 2036 ರ ವೇಳೆಗೆ 1.7 ಕೋಟಿಗೆ ಏರಿಕೆಯಾಗುವ ಸಾಧ್ಯತೆ ಇದೆ. ಹೆಚ್ಚುತ್ತಿರುವ ಪ್ರಕರಣಗಳ ನಡುವೆಯೂ ಭಾರತದಲ್ಲಿ ಡಿಮೆನ್ಷಿಯಾ ಆರೈಕೆಯು ಅರಿವಿನ ಕೊರತೆ, ಸಾಮಾಜಿಕ ಕಳಂಕವಾಗಿದೆ. ಕಾರ್ಯಕ್ರಮದಲ್ಲಿ ಜಿಲ್ಲಾ ಉಸ್ತುವಾರಿ ಸಚಿವ ಕೆ.ಎಚ್.ಮುನಿಯಪ್ಪ, ಶಾಸಕ ಧೀರಜ್ ಮುನಿರಾಜ್, ಗ್ರಾಮದ ಮುಖಂಡರು ಹಾಗೂ ಟ್ರಸ್ಟ್ ನ ಪದಾಧಿಕಾರಿಗಳು ಉಪಸ್ಥಿತರಿದ್ದರು.	[1066, 391, 1298, 452]
pass-fare: 600	[808, 1519, 1281, 1540]
peak-item	[689, 1797, 817, 1808]
offpeak-item-3-text: ಮಧ್ಯಾಹ್ನ 12 ರಿಂದ 4 ಗಂಟೆಯವರೆಗೆ.	[699, 1893, 813, 1903]
paper-tagline: ರಾಷ್ಟ್ರ ಜಾಗೃತಿಯ ದೈನಿಕ	[1180, 48, 1241, 57]
hundi-headline: ಓಂ ಶಕ್ತಿ ದೇಗುಲದ ಹುಂಡಿ ಕಳವು	[866, 686, 1185, 721]
group-row	[690, 1658, 1281, 1678]
group-table	[689, 1589, 1281, 1718]
masthead-rule	[40, 16, 43, 58]
fare-distance: 0-2	[690, 1226, 808, 1248]
hundi-photo	[1092, 728, 1298, 880]
chevron-right-icon: ➤	[689, 1917, 700, 1927]
fare-distance: 4-6	[690, 1270, 808, 1292]
sidebar-2-body: ಮರೆವು ಕಾಯಿಲೆ ಸ್ಮರಣ ಶಕ್ತಿಯ ನಷ್ಟ ಮತ್ತು ನಡವಳಿಕೆಯ ಮೇಲೆ ಪರಿಣಾಮ ಬೀರುವ ಮೆದುಳಿನ ಕಾಯಿಲೆಯಾಗಿದೆ. ಇದು ವ್ಯಕ್ತಿಗಳು ಮತ್ತು ಅವರ ಕುಟುಂಬಗಳ ಮೇಲೆ ತೀವ್ರ ಪರಿಣಾಮ ಬೀರುತ್ತದೆ. ಅದರ ನಂತರದ ಹಂತದಲ್ಲಿ ವ್ಯಕ್ತಿಗಳು ತಮ್ಮ ದೈನಂದಿನ ಅಗತ್ಯಗಳಿಗಾಗಿ ಇತರರ ಮೇಲೆ ಹೆಚ್ಚು ಅವಲಂಬಿತರಾಗುತ್ತಾರೆ ಎಂದು ಶಾಸಕ ಧೀರಜ್ ಮುನಿರಾಜ್ ಹೇಳಿದರು.	[756, 475, 1038, 504]
fare-row	[690, 1402, 1281, 1424]
kirusuddi-column	[40, 88, 270, 968]
group-size: 25 to 99	[690, 1658, 808, 1678]
fare-distance: 20-25	[690, 1380, 808, 1402]
fare-amount: 90	[808, 1424, 1281, 1446]
group-row	[690, 1698, 1281, 1718]
metro-subtitle: ಪರಿಷ್ಕೃತ ಮೆಟ್ರೋ ದರಗಳು	[889, 1137, 1081, 1162]
column-divider	[856, 684, 857, 968]
lead-headline: ದೇಶದಲ್ಲೇ ಅತಿದೊಡ್ಡ ಹಿರಿಯರ ಆಸ್ಪತ್ರೆ	[298, 122, 954, 182]
group-row	[690, 1678, 1281, 1698]
print-marks	[0, 1994, 1338, 2006]
pass-validity: ಐದು ದಿನಗಳು	[690, 1540, 808, 1561]
holiday-item-text: ಎಲ್ಲಾ ಭಾನುವಾರ ಮತ್ತು ರಾಷ್ಟ್ರೀಯ ರಜಾದಿನಗಳಲ್ಲಿ (ಜನವರಿ 26, ಆಗಸ್ಟ್ 15, ಅಕ್ಟೋಬರ್ 02) ದಿನವಿಡೀ ಏಕರೂಪವಾಗಿ ಶೇ. 10 ರಿಯಾಯಿತಿ.	[698, 1958, 1094, 1968]
metro-header	[681, 1015, 1289, 1071]
banner-text: ICT CONGRESS COMMIT TUMAKURU	[40, 216, 264, 234]
fare-amount: 60	[808, 1336, 1281, 1358]
group-sub1: ಪರಿಷ್ಕೃತ	[808, 1640, 1024, 1658]
pooja-photo	[40, 1058, 640, 1308]
offpeak-item-3	[689, 1893, 812, 1903]
offpeak-item-4	[689, 1917, 860, 1927]
hundi-body-1: • ತಾವರೆಕೆರೆ: ನಿರಂತರ ಕಳ್ಳ ಪ್ರಕರಣಗಳಿಂದಾಗಿ ನಂದಗುಡಿ ಹೋಬಳಿ ತಾವರೆಕೆರೆ ಗ್ರಾಮದಲ್ಲಿ ನಾಗರಿಕರಲ್ಲಿ ಭಯದ ವಾತಾವರಣ ನಿರ್ಮಾಣವಾಗಿದೆ. ಇತ್ತೀಚೆಗೆ ಸಂಭವಿಸಿದ ಕೆನರಾ ಬ್ಯಾಂಕ್ ದರೋಡೆ ಯತ್ನದ ಬಳಿಕ ಇದೀಗ ದೇವಾಲಯದ ಹುಂಡಿ ಕಳ್ಳತನ ನಡೆದಿದೆ. ಅಲ್ಲದೆ, ಮಾರಿಗುಂಡಿ ದಿನದ ಗ್ರಾಮ ಪಾಲಮ್ಮ ದೇವಾಲಯದ ಎದುರು ಸಿಸಿ ಕ್ಯಾಮೆರಾ ಅಳವಡಿಸಲು ಒತ್ತಾಯ ವ್ಯಕ್ತವಾಗಿದೆ. ದೇವಾಲಯದ ಬಾಗಿಲು ಮುರಿದು ಹುಂಡಿಯಲ್ಲಿದ್ದ ಹಣವನ್ನು ಕಳ್ಳರು ದೋಚಿದ್ದಾರೆ. ಈ ಕುರಿತು ಸೂಲಿಬೆಲೆ ಪೊಲೀಸ್ ಠಾಣೆಯಲ್ಲಿ ಪ್ರಕರಣ ದಾಖಲಾಗಿದೆ.	[866, 729, 1084, 790]
group-rate: ರಿಯಾಯಿತಿ ಇಲ್ಲ	[1024, 1658, 1281, 1678]
hand-icon	[60, 106, 84, 134]
fare-distance: 6-8	[690, 1292, 808, 1314]
offpeak-item-2	[689, 1867, 908, 1877]
lead-kicker: 300 ಹಾಸಿಗೆಯ ಆಸ್ಪತ್ರೆ ನಿರ್ಮಾಣಕ್ಕೆ ಗುದ್ದಲಿ ಪೂಜೆ। ಹಿರಿಯರ ಆರೈಕೆ, ಮರೆವು ಕಾಯಿಲೆಗೆ ವಿಶೇಷ ಚಿಕಿತ್ಸೆ	[292, 96, 987, 120]
pass-fare: 800	[808, 1540, 1281, 1561]
bank-kicker: 112 ವರ್ಷದ ದಿ ಟೌನ್ ಕೋ -ಆಪರೇಟಿವ್ ಬ್ಯಾಂಕ್‌ಗೆ ಇಂದು ಚುನಾವಣೆ	[40, 1614, 484, 1636]
pass-row	[690, 1540, 1281, 1561]
